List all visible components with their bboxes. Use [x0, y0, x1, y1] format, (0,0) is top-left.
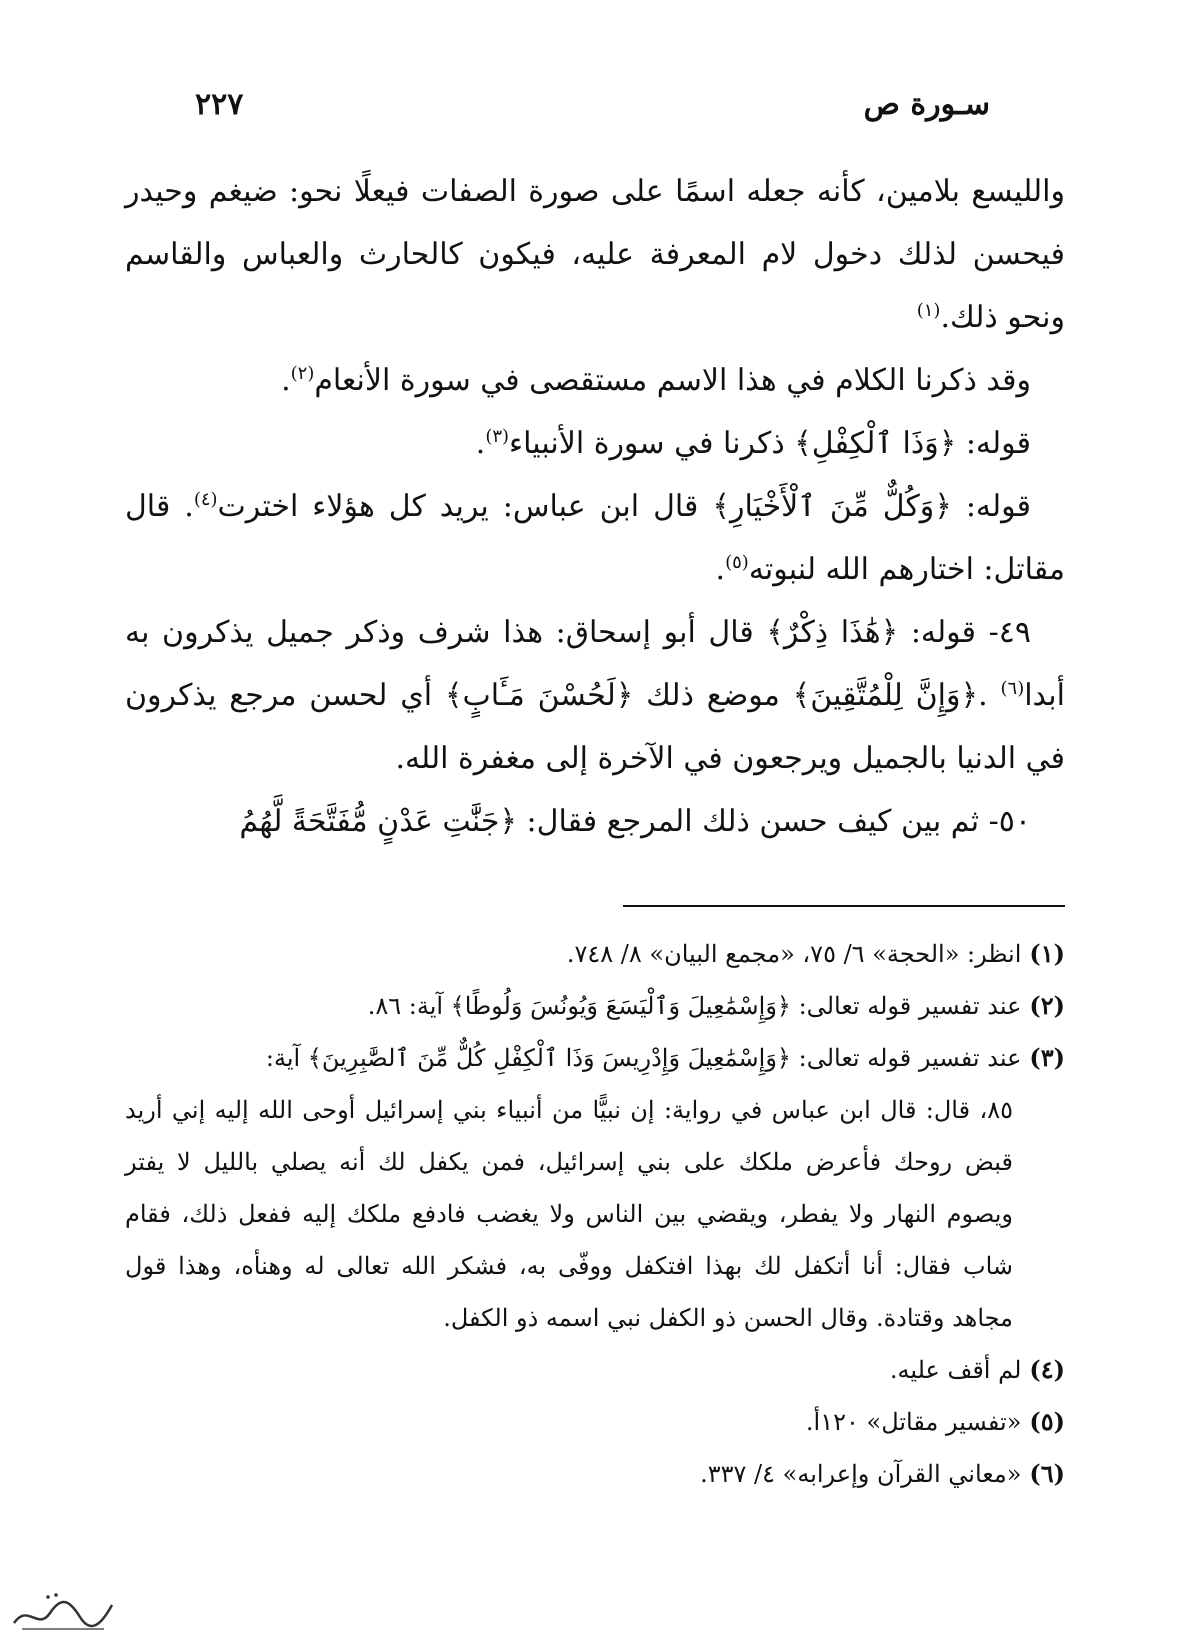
footnote-1: (١)انظر: «الحجة» ٦/ ٧٥، «مجمع البيان» ٨/ ٧٤٨.: [566, 939, 1065, 968]
paragraph: قوله: ﴿وَكُلٌّ مِّنَ ٱلْأَخْيَارِ﴾ قال ابن عباس: يريد كل هؤلاء اخترت$^{(٤)}$. قال مقاتل: اختارهم الله لنبوته$^{(٥)}$.: [125, 489, 1065, 587]
main-text: [125, 160, 1065, 853]
paragraph: وقد ذكرنا الكلام في هذا الاسم مستقصى في سورة الأنعام$^{(٢)}$.: [281, 363, 1031, 398]
running-header: [195, 84, 990, 124]
paragraph: قوله: ﴿وَذَا ٱلْكِفْلِ﴾ ذكرنا في سورة الأنبياء$^{(٣)}$.: [475, 426, 1031, 461]
footnote-ref[interactable]: (٦): [1000, 678, 1025, 699]
quran-quote: ﴿وَذَا ٱلْكِفْلِ﴾: [794, 426, 957, 461]
footnote-3-continued: ٨٥، قال: قال ابن عباس في رواية: إن نبيًّا من أنبياء بني إسرائيل أوحى الله إليه إني أريد قبض روحك فأعرض ملكك على بني إسرائيل، فمن يكفل لك أنه يصلي بالليل لا يفتر ويصوم النهار ولا يفطر، ويقضي بين الناس ولا يغضب فادفع ملكك إليه ففعل ذلك، فقام شاب فقال: أنا أتكفل لك بهذا افتكفل ووفّى به، فشكر الله تعالى له وهنأه، وهذا قول مجاهد وقتادة. وقال الحسن ذو الكفل نبي اسمه ذو الكفل.: [125, 1096, 1013, 1332]
footnote-ref[interactable]: (٢): [290, 363, 315, 384]
footnote-ref[interactable]: (٥): [725, 552, 749, 573]
footnote-5: (٥)«تفسير مقاتل» ١٢٠أ.: [805, 1407, 1065, 1436]
footnote-2: (٢)عند تفسير قوله تعالى: ﴿وَإِسْمَٰعِيلَ وَٱلْيَسَعَ وَيُونُسَ وَلُوطًا﴾ آية: ٨٦.: [367, 991, 1065, 1020]
footnote-ref[interactable]: (١): [916, 300, 941, 321]
quran-quote: ﴿هَٰذَا ذِكْرٌ﴾: [766, 615, 899, 650]
quran-quote: ﴿وَكُلٌّ مِّنَ ٱلْأَخْيَارِ﴾: [712, 489, 952, 524]
footnotes: [125, 928, 1065, 1500]
footnote-ref[interactable]: (٤): [193, 489, 218, 510]
footnote-divider: [623, 905, 1065, 907]
paragraph: والليسع بلامين، كأنه جعله اسمًا على صورة الصفات فيعلًا نحو: ضيغم وحيدر فيحسن لذلك دخول لام المعرفة عليه، فيكون كالحارث والعباس والقاسم ونحو ذلك.$^{(١)}$: [125, 174, 1065, 335]
quran-quote: ﴿لَحُسْنَ مَـَٔابٍ﴾: [444, 678, 634, 713]
footnote-6: (٦)«معاني القرآن وإعرابه» ٤/ ٣٣٧.: [700, 1459, 1065, 1488]
paragraph: ٤٩- قوله: ﴿هَٰذَا ذِكْرٌ﴾ قال أبو إسحاق: هذا شرف وذكر جميل يذكرون به أبدا$^{(٦)}$ .﴿وَإِنَّ لِلْمُتَّقِينَ﴾ موضع ذلك ﴿لَحُسْنَ مَـَٔابٍ﴾ أي لحسن مرجع يذكرون في الدنيا بالجميل ويرجعون في الآخرة إلى مغفرة الله.: [125, 615, 1065, 776]
page-number: ٢٢٧: [195, 86, 244, 122]
library-stamp-logo: [8, 1583, 118, 1638]
footnote-ref[interactable]: (٣): [485, 426, 510, 447]
footnote-4: (٤)لم أقف عليه.: [889, 1355, 1065, 1384]
paragraph: ٥٠- ثم بين كيف حسن ذلك المرجع فقال: ﴿جَنَّٰتِ عَدْنٍ مُّفَتَّحَةً لَّهُمُ: [239, 804, 1031, 839]
surah-title: سـورة ص: [863, 86, 990, 122]
quran-quote: ﴿وَإِنَّ لِلْمُتَّقِينَ﴾: [792, 678, 979, 713]
quran-quote: ﴿جَنَّٰتِ عَدْنٍ مُّفَتَّحَةً لَّهُمُ: [239, 804, 518, 839]
footnote-3: (٣)عند تفسير قوله تعالى: ﴿وَإِسْمَٰعِيلَ وَإِدْرِيسَ وَذَا ٱلْكِفْلِ كُلٌّ مِّنَ ٱلصَّٰبِرِينَ﴾ آية:: [265, 1043, 1065, 1072]
